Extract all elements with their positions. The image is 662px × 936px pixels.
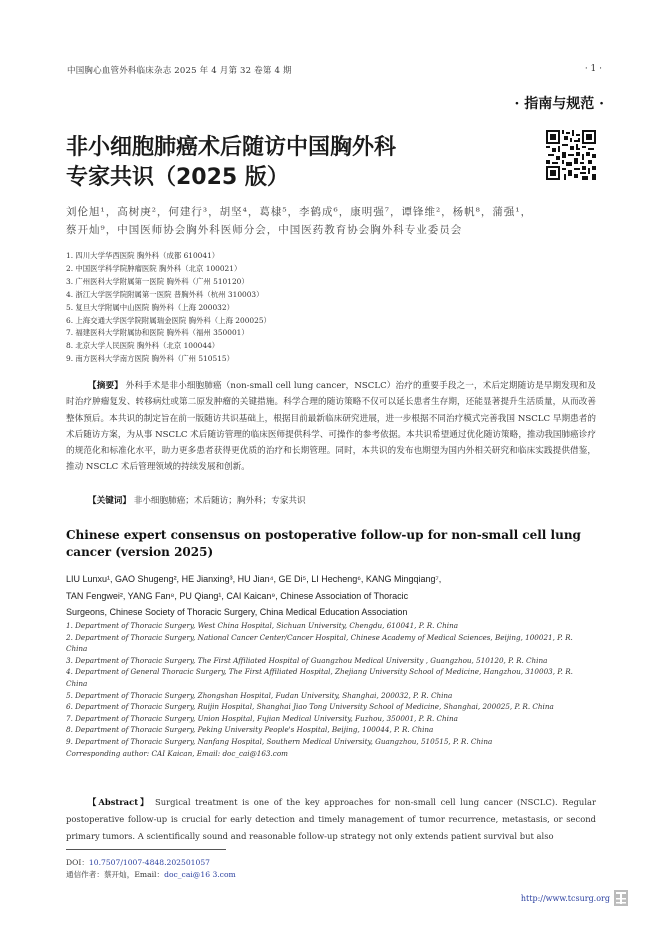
affiliation-en-item: China (66, 678, 88, 688)
authors-en-line: Surgeons, Chinese Society of Thoracic Surgery, China Medical Education Association (66, 607, 408, 617)
page-number: · 1 · (584, 64, 602, 74)
affiliation-en-item: China (66, 644, 88, 654)
affiliation-item: 6. 上海交通大学医学院附属瑞金医院 胸外科（上海 200025） (66, 315, 271, 325)
page-title (66, 133, 396, 193)
affiliation-en-item: 2. Department of Thoracic Surgery, National Cancer Center/Cancer Hospital, Chinese Academy of Medical Sciences, Beijing, 100021, P. R. (66, 632, 573, 642)
authors-en-line: LIU Lunxu¹, GAO Shugeng², HE Jianxing³, HU Jian⁴, GE Di⁵, LI Hecheng⁶, KANG Mingqiang⁷, (66, 574, 442, 584)
authors-cn-line: 蔡开灿⁹，中国医师协会胸外科医师分会，中国医药教育协会胸外科专业委员会 (66, 224, 463, 236)
affiliation-en-item: 8. Department of Thoracic Surgery, Peking University People's Hospital, Beijing, 100044, P. R. China (66, 725, 434, 735)
authors-en-line: TAN Fengwei², YANG Fan⁸, PU Qiang¹, CAI Kaican⁹, Chinese Association of Thoracic (66, 590, 409, 601)
journal-logo-icon (614, 890, 628, 906)
affiliation-en-item: 4. Department of General Thoracic Surgery, The First Affiliated Hospital, Zhejiang University School of Medicine, Hangzhou, 310003, P. R. (66, 667, 573, 677)
affiliation-item: 4. 浙江大学医学院附属第一医院 普胸外科（杭州 310003） (66, 289, 264, 299)
running-head: 中国胸心血管外科临床杂志 2025 年 4 月第 32 卷第 4 期 (67, 66, 292, 76)
corresponding-author: Corresponding author: CAI Kaican, Email: doc_cai@163.com (66, 748, 288, 758)
affiliation-item: 3. 广州医科大学附属第一医院 胸外科（广州 510120） (66, 276, 249, 286)
keywords-cn-text: 非小细胞肺癌；术后随访；胸外科；专家共识 (133, 496, 306, 506)
title-line: 专家共识（2025 版） (66, 165, 289, 190)
qr-code-icon (546, 130, 596, 180)
affiliation-en-item: 7. Department of Thoracic Surgery, Union Hospital, Fujian Medical University, Fuzhou, 350001, P. R. China (66, 713, 458, 723)
title-line: 非小细胞肺癌术后随访中国胸外科 (66, 135, 397, 160)
affiliations-en (66, 620, 600, 759)
abstract-cn-text: 外科手术是非小细胞肺癌（non-small cell lung cancer，NSCLC）治疗的重要手段之一，术后定期随访是早期发现和及时治疗肿瘤复发、转移病灶或第二原发肿瘤的关键措施。科学合理的随访策略不仅可以延长患者生存期，还能显著提升生活质量，从而改善整体预后。本共识的制定旨在前一版随访共识基础上，根据目前最新临床研究进展，进一步根据不同治疗模式完善我国 NSCLC 早期患者的术后随访方案，为从事 NSCLC 术后随访管理的临床医师提供科学、可操作的参考依据。本共识希望通过优化随访策略，推动我国肺癌诊疗的规范化和标准化水平，助力更多患者获得更优质的治疗和长期管理。同时，本共识的发布也期望为国内外相关研究和临床实践提供借鉴，推动 NSCLC 术后管理领域的持续发展和创新。 (66, 381, 596, 473)
affiliation-item: 2. 中国医学科学院肿瘤医院 胸外科（北京 100021） (66, 263, 242, 273)
abstract-en-label: 【Abstract】 (88, 797, 151, 807)
footnote-rule (66, 849, 226, 850)
affiliation-en-item: 1. Department of Thoracic Surgery, West China Hospital, Sichuan University, Chengdu, 610041, P. R. China (66, 621, 459, 630)
affiliations-cn (66, 250, 271, 366)
affiliation-en-item: 6. Department of Thoracic Surgery, Ruijin Hospital, Shanghai Jiao Tong University School of Medicine, Shanghai, 200025, P. R. China (66, 702, 554, 712)
keywords-cn (88, 494, 306, 506)
authors-en (66, 571, 596, 621)
corr-label: 通信作者：蔡开灿，Email： (66, 870, 165, 879)
email-link[interactable]: doc_cai@16 3.com (164, 870, 236, 879)
corr-line (66, 869, 236, 881)
doi-label: DOI： (66, 858, 89, 867)
keywords-cn-label: 【关键词】 (88, 496, 131, 506)
affiliation-item: 9. 南方医科大学南方医院 胸外科（广州 510515） (66, 354, 234, 364)
authors-cn (66, 203, 606, 239)
site-url-link[interactable]: http://www.tcsurg.org (520, 894, 610, 903)
title-en: Chinese expert consensus on postoperative follow-up for non-small cell lung cancer (version 2025) (66, 528, 581, 559)
footnote (66, 857, 236, 881)
abstract-cn-label: 【摘要】 (88, 381, 123, 391)
affiliation-item: 7. 福建医科大学附属协和医院 胸外科（福州 350001） (66, 328, 249, 338)
affiliation-item: 8. 北京大学人民医院 胸外科（北京 100044） (66, 341, 220, 351)
abstract-cn (66, 378, 596, 476)
affiliation-item: 5. 复旦大学附属中山医院 胸外科（上海 200032） (66, 302, 234, 312)
section-tag: · 指南与规范 · (514, 96, 604, 112)
affiliation-en-item: 9. Department of Thoracic Surgery, Nanfang Hospital, Southern Medical University, Guangzhou, 510515, P. R. China (66, 736, 493, 746)
abstract-en (66, 794, 596, 845)
affiliation-item: 1. 四川大学华西医院 胸外科（成都 610041） (66, 251, 220, 260)
doi-line (66, 857, 236, 869)
doi-link[interactable]: 10.7507/1007-4848.202501057 (88, 858, 210, 867)
authors-cn-line: 刘伦旭¹，高树庚²，何建行³，胡坚⁴，葛棣⁵，李鹤成⁶，康明强⁷，谭锋维²，杨帆⁸，蒲强¹， (66, 206, 533, 218)
affiliation-en-item: 5. Department of Thoracic Surgery, Zhongshan Hospital, Fudan University, Shanghai, 200032, P. R. China (66, 690, 453, 700)
affiliation-en-item: 3. Department of Thoracic Surgery, The First Affiliated Hospital of Guangzhou Medical University , Guangzhou, 510120, P. R. China (66, 655, 548, 665)
abstract-en-text: Surgical treatment is one of the key approaches for non-small cell lung cancer (NSCLC). Regular postoperative follow-up is crucial for early detection and timely management of tumor recurrence, metastasis, or second primary tumors. A scientifically sound and reasonable follow-up strategy not only extends patient survival but also (66, 797, 596, 841)
